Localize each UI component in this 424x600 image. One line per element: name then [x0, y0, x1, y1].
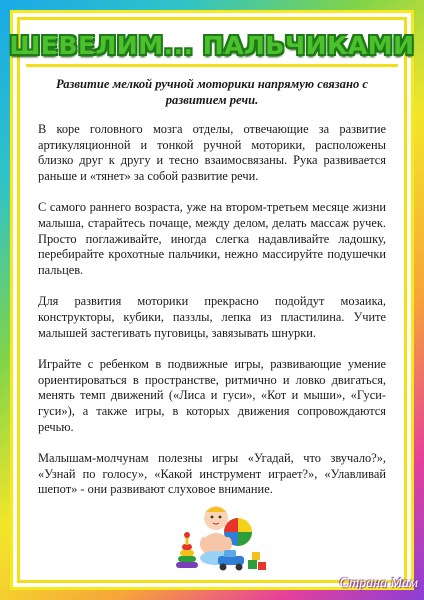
- baby-with-toys-illustration: [170, 500, 270, 575]
- paragraph: С самого раннего возраста, уже на втором-третьем месяце жизни малыша, старайтесь почаще, между делом, делать массаж ручек. Просто поглаживайте, иногда слегка надавливайте ладошку, перебирайте крохотные пальчики, нежно массируйте подушечки пальцев.: [38, 200, 386, 277]
- page-title: ШЕВЕЛИМ... ПАЛЬЧИКАМИ: [9, 30, 415, 60]
- paragraph: В коре головного мозга отделы, отвечающие за развитие артикуляционной и тонкой ручной моторики, расположены близко друг к другу и тесно взаимосвязаны. Рука развивается раньше и «тянет» за собой развитие речи.: [38, 122, 386, 183]
- title-banner: [9, 26, 415, 64]
- lead-sentence: Развитие мелкой ручной моторики напрямую связано с развитием речи.: [55, 77, 368, 107]
- title-divider: [26, 64, 398, 67]
- paragraph: Для развития моторики прекрасно подойдут мозаика, конструкторы, кубики, паззлы, лепка из пластилина. Учите малышей застегивать пуговицы, завязывать шнурки.: [38, 294, 386, 340]
- site-watermark: Страна Мам: [339, 576, 418, 591]
- paragraph: Малышам-молчунам полезны игры «Угадай, что звучало?», «Узнай по голосу», «Какой инструмент играет?», «Улавливай шепот» - они развивают слуховое внимание.: [38, 451, 386, 497]
- toy-blocks-icon: [248, 552, 266, 570]
- paragraph: Играйте с ребенком в подвижные игры, развивающие умение ориентироваться в пространстве, ритмично и ловко двигаться, менять темп движений («Лиса и гуси», «Кот и мыши», «Гуси-гуси»), а также игры, в которых движения сопровождаются речью.: [38, 357, 386, 434]
- article-body: [38, 76, 386, 514]
- ring-pyramid-icon: [176, 532, 198, 568]
